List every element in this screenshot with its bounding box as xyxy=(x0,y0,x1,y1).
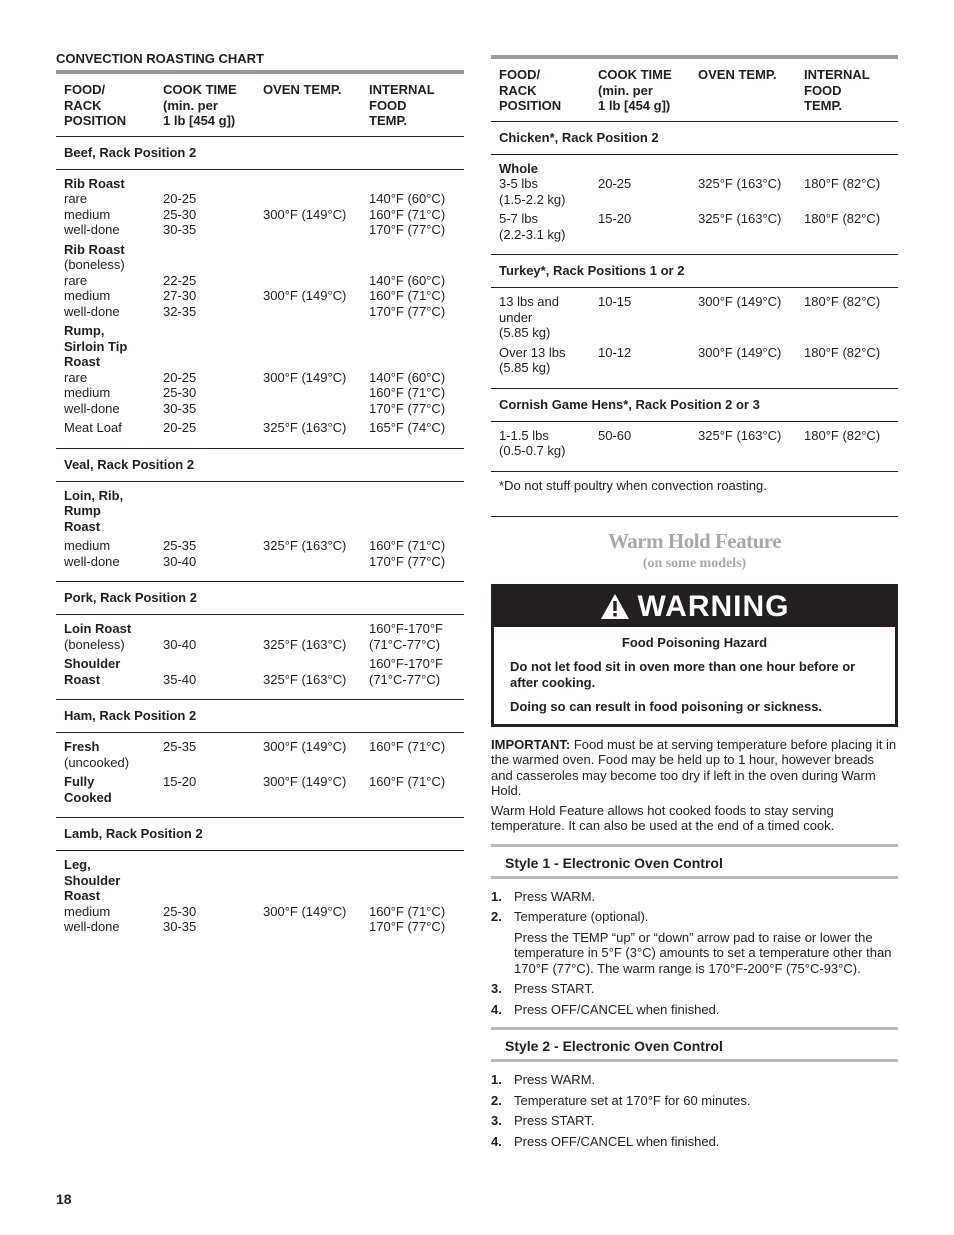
section-title: Pork, Rack Position 2 xyxy=(56,581,464,615)
style2-heading: Style 2 - Electronic Oven Control xyxy=(491,1027,898,1062)
step-number: 2. xyxy=(491,909,502,924)
step-number: 1. xyxy=(491,888,502,904)
header-cook-time: COOK TIME (min. per 1 lb [454 g]) xyxy=(163,82,237,128)
header-food: FOOD/ RACK POSITION xyxy=(499,67,562,113)
table-cell xyxy=(56,488,155,535)
warning-body xyxy=(494,627,895,724)
table-row xyxy=(56,739,464,770)
table-row xyxy=(491,294,898,341)
table-cell: 325°F (163°C) xyxy=(698,211,782,226)
table-cell xyxy=(56,176,155,238)
table-cell xyxy=(491,428,590,459)
table-cell: 325°F (163°C) xyxy=(698,427,782,443)
table-cell: 140°F (60°C) 160°F (71°C) 170°F (77°C) xyxy=(369,272,446,319)
table-cell: 180°F (82°C) xyxy=(804,211,881,226)
table-cell xyxy=(56,538,155,569)
food-detail: Over 13 lbs (5.85 kg) xyxy=(499,344,566,375)
table-cell xyxy=(56,739,155,770)
table-cell: 20-25 25-30 30-35 xyxy=(163,191,197,237)
section-title: Cornish Game Hens*, Rack Position 2 or 3 xyxy=(491,388,898,422)
warning-box xyxy=(491,584,898,727)
food-name: Rump, Sirloin Tip Roast xyxy=(64,323,128,369)
step-text: Press WARM. xyxy=(514,888,596,904)
table-cell: 160°F-170°F (71°C-77°C) xyxy=(369,621,443,652)
chart-title: CONVECTION ROASTING CHART xyxy=(56,51,264,66)
table-cell: 15-20 xyxy=(598,211,632,226)
table-cell: 300°F (149°C) xyxy=(263,739,347,754)
table-row xyxy=(491,428,898,459)
section-title: Lamb, Rack Position 2 xyxy=(56,817,464,851)
table-cell xyxy=(56,242,155,320)
step-number: 2. xyxy=(491,1092,502,1108)
table-cell: 15-20 xyxy=(163,774,197,789)
footnote: *Do not stuff poultry when convection roasting. xyxy=(491,471,898,502)
table-header xyxy=(491,59,898,121)
step-item xyxy=(491,1093,898,1109)
table-cell: 50-60 xyxy=(598,427,632,443)
section-title: Ham, Rack Position 2 xyxy=(56,699,464,733)
left-column xyxy=(56,50,464,947)
header-oven-temp: OVEN TEMP. xyxy=(698,67,777,82)
table-cell: 325°F (163°C) xyxy=(263,420,347,435)
section-body xyxy=(56,615,464,699)
style1-steps xyxy=(491,889,898,1018)
section-title: Beef, Rack Position 2 xyxy=(56,136,464,170)
table-cell: 180°F (82°C) xyxy=(804,344,881,360)
table-cell: 300°F (149°C) xyxy=(263,369,347,385)
table-cell xyxy=(491,211,590,242)
table-cell: 300°F (149°C) xyxy=(263,903,347,919)
food-name: Rib Roast xyxy=(64,241,125,257)
step-text: Temperature (optional). xyxy=(514,909,649,924)
step-item xyxy=(491,1134,898,1150)
food-detail: 3-5 lbs (1.5-2.2 kg) xyxy=(499,176,566,207)
table-row xyxy=(56,656,464,687)
style1-heading: Style 1 - Electronic Oven Control xyxy=(491,844,898,879)
table-row xyxy=(491,161,898,208)
table-cell xyxy=(491,294,590,341)
table-cell: 25-35 30-40 xyxy=(163,538,197,569)
section-title: Veal, Rack Position 2 xyxy=(56,448,464,482)
table-cell: 300°F (149°C) xyxy=(263,774,347,789)
food-name: Shoulder Roast xyxy=(64,656,121,687)
food-name: Fully Cooked xyxy=(64,774,112,805)
step-item xyxy=(491,889,898,905)
table-row xyxy=(56,176,464,238)
table-cell: 25-35 xyxy=(163,739,197,754)
table-cell: 325°F (163°C) xyxy=(698,176,782,191)
step-item xyxy=(491,909,898,976)
table-cell: 10-15 xyxy=(598,294,632,309)
step-text: Press OFF/CANCEL when finished. xyxy=(514,1001,720,1017)
food-detail: (boneless) rare medium well-done xyxy=(64,257,125,319)
table-cell xyxy=(155,488,255,535)
table-cell: 325°F (163°C) xyxy=(263,538,347,553)
step-text: Press OFF/CANCEL when finished. xyxy=(514,1133,720,1149)
step-item xyxy=(491,1072,898,1088)
table-cell xyxy=(56,621,155,652)
table-cell: 160°F (71°C) xyxy=(369,774,446,789)
table-row xyxy=(56,621,464,652)
description-paragraph: Warm Hold Feature allows hot cooked foods to stay serving temperature. It can also be used at the end of a timed cook. xyxy=(491,802,835,833)
step-text: Press START. xyxy=(514,981,595,996)
table-cell xyxy=(56,774,155,805)
header-oven-temp: OVEN TEMP. xyxy=(263,82,342,97)
table-row xyxy=(491,211,898,242)
table-cell: 160°F (71°C) 170°F (77°C) xyxy=(369,903,446,934)
section-title: Turkey*, Rack Positions 1 or 2 xyxy=(491,254,898,288)
food-detail: (uncooked) xyxy=(64,754,130,770)
table-row xyxy=(56,242,464,320)
table-cell: 300°F (149°C) xyxy=(698,344,782,360)
section-body xyxy=(491,288,898,388)
header-cook-time: COOK TIME (min. per 1 lb [454 g]) xyxy=(598,67,672,113)
food-detail: (boneless) xyxy=(64,636,125,652)
warning-triangle-icon xyxy=(600,593,630,620)
table-cell: 300°F (149°C) xyxy=(263,206,347,222)
table-row xyxy=(56,774,464,805)
style2-steps xyxy=(491,1072,898,1149)
section-body xyxy=(56,482,464,582)
table-cell: 180°F (82°C) xyxy=(804,294,881,309)
header-internal-temp: INTERNAL FOOD TEMP. xyxy=(804,67,870,113)
section-title: Chicken*, Rack Position 2 xyxy=(491,121,898,155)
warning-label: WARNING xyxy=(637,589,790,623)
hazard-title: Food Poisoning Hazard xyxy=(621,634,768,650)
table-cell: 22-25 27-30 32-35 xyxy=(163,272,197,319)
table-row xyxy=(56,323,464,416)
divider xyxy=(491,516,898,517)
table-cell xyxy=(491,161,590,208)
food-name: Loin Roast xyxy=(64,621,132,636)
table-row xyxy=(56,488,464,535)
table-cell: 20-25 xyxy=(598,176,632,191)
table-cell: 160°F-170°F (71°C-77°C) xyxy=(369,656,443,687)
table-cell xyxy=(255,488,361,535)
step-subtext: Press the TEMP “up” or “down” arrow pad to raise or lower the temperature in 5°F (3°C) amounts to set a temperature other than 170°F (77°C). The warm range is 170°F-200°F (75°C-93°C). xyxy=(514,929,892,976)
table-cell: 10-12 xyxy=(598,344,632,360)
table-cell: 325°F (163°C) xyxy=(263,671,347,687)
step-number: 1. xyxy=(491,1072,502,1087)
table-cell: 325°F (163°C) xyxy=(263,636,347,652)
table-cell: 140°F (60°C) 160°F (71°C) 170°F (77°C) xyxy=(369,369,446,416)
table-cell: 180°F (82°C) xyxy=(804,176,881,191)
table-cell: 160°F (71°C) xyxy=(369,739,446,754)
left-table-body xyxy=(56,136,464,947)
section-body xyxy=(56,851,464,947)
table-cell: 300°F (149°C) xyxy=(263,288,347,303)
warning-bar xyxy=(494,587,895,627)
table-cell: 30-40 xyxy=(163,636,197,652)
table-cell: 180°F (82°C) xyxy=(804,427,881,443)
food-detail: 5-7 lbs (2.2-3.1 kg) xyxy=(499,211,566,242)
header-food: FOOD/ RACK POSITION xyxy=(64,82,127,128)
step-number: 3. xyxy=(491,1113,502,1128)
table-cell: 300°F (149°C) xyxy=(698,294,782,309)
section-body xyxy=(491,155,898,255)
food-name: Whole xyxy=(499,160,538,176)
food-detail: Meat Loaf xyxy=(64,420,122,435)
table-cell: 20-25 25-30 30-35 xyxy=(163,369,197,416)
table-cell xyxy=(56,323,155,416)
step-number: 4. xyxy=(491,1001,502,1017)
right-column xyxy=(491,55,898,1154)
section-body xyxy=(56,733,464,817)
table-cell: 165°F (74°C) xyxy=(369,420,446,435)
table-cell: 20-25 xyxy=(163,420,197,435)
hazard-line-2: Doing so can result in food poisoning or sickness. xyxy=(510,698,823,714)
step-text: Press START. xyxy=(514,1113,595,1128)
table-row xyxy=(491,345,898,376)
step-text: Press WARM. xyxy=(514,1072,596,1087)
food-detail: 13 lbs and under (5.85 kg) xyxy=(499,294,559,340)
table-cell: 140°F (60°C) 160°F (71°C) 170°F (77°C) xyxy=(369,191,446,237)
important-text: Food must be at serving temperature before placing it in the warmed oven. Food may be held up to 1 hour, however breads and casseroles may become too dry if left in the oven during Warm Hold. xyxy=(491,736,897,798)
important-label: IMPORTANT: xyxy=(491,736,571,752)
step-item xyxy=(491,981,898,997)
table-cell: 160°F (71°C) 170°F (77°C) xyxy=(369,538,446,569)
food-name: Loin, Rib, Rump Roast xyxy=(64,487,124,534)
important-paragraph xyxy=(491,737,898,799)
step-item xyxy=(491,1002,898,1018)
food-detail: medium well-done xyxy=(64,538,120,569)
warm-hold-heading: Warm Hold Feature xyxy=(607,528,782,553)
food-detail: medium well-done xyxy=(64,903,120,934)
step-number: 4. xyxy=(491,1133,502,1149)
table-row xyxy=(56,420,464,436)
table-cell xyxy=(361,488,464,535)
step-text: Temperature set at 170°F for 60 minutes. xyxy=(514,1092,751,1108)
food-name: Rib Roast xyxy=(64,175,125,191)
table-cell xyxy=(56,420,155,436)
warm-hold-subheading: (on some models) xyxy=(642,555,747,571)
table-header xyxy=(56,74,464,136)
table-row xyxy=(56,857,464,935)
header-internal-temp: INTERNAL FOOD TEMP. xyxy=(369,82,435,128)
right-table-body xyxy=(491,121,898,471)
table-cell xyxy=(491,345,590,376)
page-number: 18 xyxy=(56,1191,72,1207)
section-body xyxy=(56,170,464,448)
hazard-line-1: Do not let food sit in oven more than one hour before or after cooking. xyxy=(510,658,856,690)
table-cell: 35-40 xyxy=(163,671,197,687)
food-detail: 1-1.5 lbs (0.5-0.7 kg) xyxy=(499,427,566,458)
table-cell: 25-30 30-35 xyxy=(163,903,197,934)
food-name: Leg, Shoulder Roast xyxy=(64,857,121,903)
step-item xyxy=(491,1113,898,1129)
table-cell xyxy=(56,857,155,935)
step-number: 3. xyxy=(491,981,502,996)
table-cell xyxy=(56,656,155,687)
food-detail: rare medium well-done xyxy=(64,191,120,237)
food-detail: rare medium well-done xyxy=(64,369,120,416)
food-name: Fresh xyxy=(64,739,100,754)
section-body xyxy=(491,422,898,471)
table-row xyxy=(56,538,464,569)
